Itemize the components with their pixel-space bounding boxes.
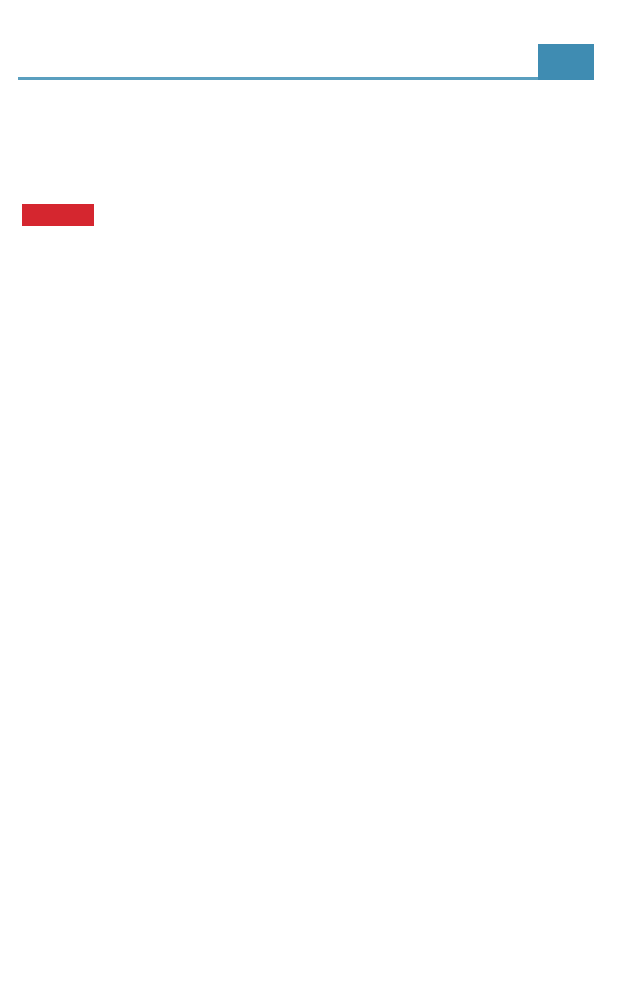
page-number-badge (538, 44, 594, 80)
page-header (18, 44, 598, 80)
section-page-range-badge (22, 204, 94, 226)
section-heading (22, 204, 582, 228)
header-rule (18, 77, 538, 80)
